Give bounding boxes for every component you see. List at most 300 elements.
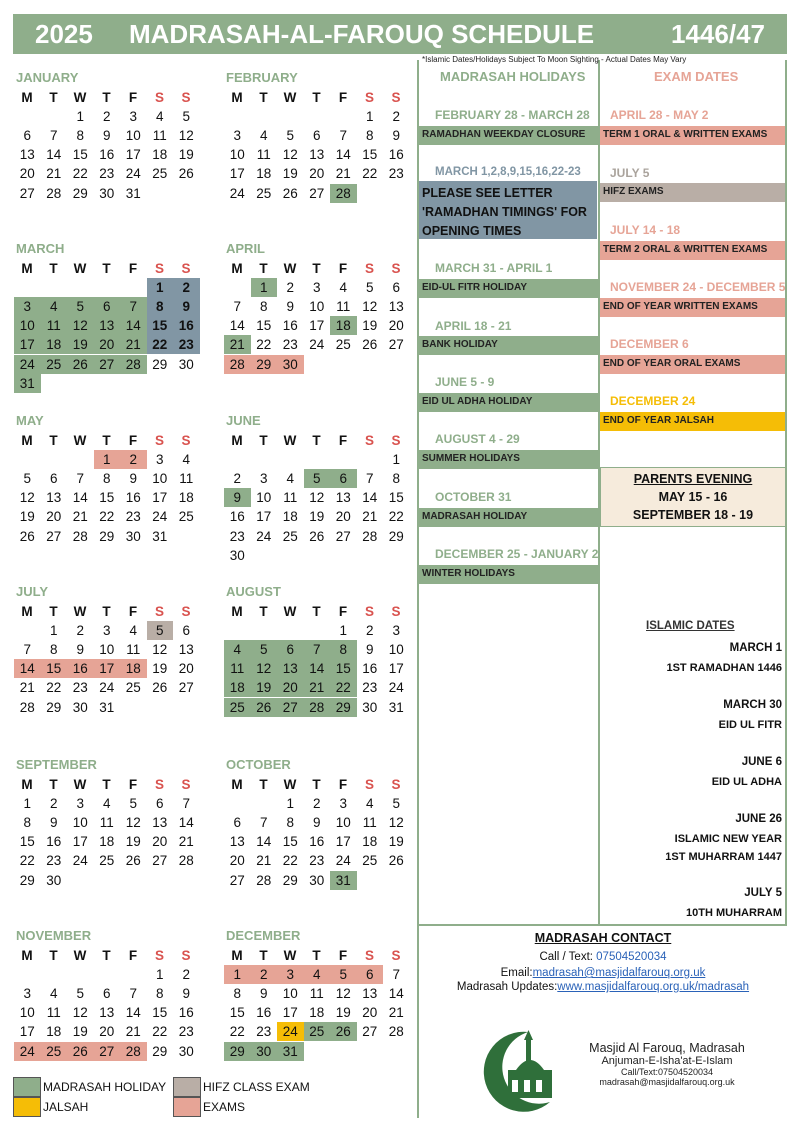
calendar-day: 16	[125, 490, 141, 506]
calendar-day: 15	[256, 318, 272, 334]
calendar-day: 15	[72, 147, 88, 163]
calendar-day: 27	[388, 337, 404, 353]
calendar-day: 16	[388, 147, 404, 163]
calendar-day: 11	[152, 128, 167, 144]
calendar-day: 9	[365, 642, 374, 658]
calendar-day: 17	[229, 166, 245, 182]
calendar-day: 16	[46, 834, 62, 850]
calendar-day: 8	[392, 471, 400, 487]
calendar-day: 5	[182, 109, 190, 125]
calendar-day: 9	[173, 297, 200, 316]
calendar-day: 11	[126, 642, 141, 658]
calendar-day: 5	[304, 469, 331, 488]
calendar-day: 19	[309, 509, 325, 525]
calendar-day: 11	[179, 471, 194, 487]
calendar-day: 21	[19, 680, 35, 696]
legend-holiday-swatch	[13, 1077, 41, 1097]
calendar-day: 10	[282, 986, 298, 1002]
calendar-day: 8	[286, 815, 294, 831]
holiday-date: APRIL 18 - 21	[435, 319, 512, 333]
calendar-day: 13	[362, 986, 378, 1002]
calendar-day: 13	[152, 815, 168, 831]
calendar-day: 7	[259, 815, 268, 831]
calendar-day: 30	[178, 356, 194, 372]
weekday-header: S	[181, 90, 191, 105]
calendar-day: 13	[388, 299, 404, 315]
calendar-day: 28	[256, 872, 272, 888]
calendar-day: 7	[49, 128, 58, 144]
calendar-day: 5	[129, 796, 137, 812]
calendar-day: 29	[388, 528, 404, 544]
calendar-day: 29	[251, 355, 278, 374]
calendar-day: 4	[304, 965, 331, 984]
calendar-day: 30	[362, 699, 378, 715]
calendar-day: 21	[304, 678, 331, 697]
weekday-header: M	[231, 604, 243, 619]
calendar-day: 5	[23, 471, 31, 487]
weekday-header: F	[338, 604, 348, 619]
weekday-header: W	[283, 948, 297, 963]
weekday-header: S	[391, 777, 401, 792]
calendar-day: 12	[335, 986, 351, 1002]
calendar-day: 7	[339, 128, 347, 144]
month-name: MAY	[16, 413, 44, 428]
calendar-day: 15	[229, 1005, 245, 1021]
contact-updates-link[interactable]: www.masjidalfarouq.org.uk/madrasah	[557, 981, 750, 993]
weekday-header: S	[154, 261, 164, 276]
calendar-day: 2	[365, 623, 374, 639]
calendar-day: 8	[76, 128, 84, 144]
calendar-day: 4	[286, 471, 294, 487]
masjid-logo	[478, 1026, 560, 1112]
weekday-header: T	[102, 777, 111, 792]
calendar-day: 25	[99, 853, 115, 869]
islamic-date: JUNE 26	[735, 813, 782, 825]
calendar-day: 1	[94, 450, 121, 469]
calendar-day: 23	[178, 1024, 194, 1040]
calendar-day: 24	[14, 355, 41, 374]
calendar-day: 30	[125, 528, 141, 544]
calendar-day: 23	[72, 680, 88, 696]
calendar-day: 18	[41, 335, 68, 354]
calendar-day: 8	[233, 986, 241, 1002]
calendar-day: 1	[76, 109, 84, 125]
calendar-day: 9	[224, 488, 251, 507]
calendar-day: 11	[362, 815, 377, 831]
calendar-day: 25	[125, 680, 141, 696]
contact-email-link[interactable]: madrasah@masjidalfarouq.org.uk	[532, 967, 706, 979]
calendar-day: 21	[72, 509, 88, 525]
weekday-header: S	[391, 604, 401, 619]
month-name: AUGUST	[226, 584, 281, 599]
weekday-header: F	[338, 777, 348, 792]
weekday-header: T	[102, 433, 111, 448]
calendar-day: 6	[155, 796, 164, 812]
weekday-header: T	[102, 261, 111, 276]
calendar-day: 14	[125, 1005, 141, 1021]
calendar-day: 28	[178, 853, 194, 869]
calendar-day: 6	[182, 623, 190, 639]
calendar-day: 18	[362, 834, 378, 850]
calendar-day: 14	[72, 490, 88, 506]
exam-date: DECEMBER 6	[610, 337, 689, 351]
calendar-day: 14	[256, 834, 272, 850]
calendar-day: 7	[182, 796, 190, 812]
calendar-day: 19	[388, 834, 404, 850]
calendar-day: 22	[388, 509, 404, 525]
calendar-day: 13	[178, 642, 194, 658]
moon-sighting-note: *Islamic Dates/Holidays Subject To Moon Sighting - Actual Dates May Vary	[422, 55, 687, 64]
calendar-day: 12	[152, 642, 168, 658]
calendar-day: 26	[330, 1022, 357, 1041]
calendar-day: 10	[388, 642, 404, 658]
calendar-day: 10	[229, 147, 245, 163]
calendar-day: 29	[330, 698, 357, 717]
calendar-day: 3	[392, 623, 400, 639]
calendar-day: 16	[256, 1005, 272, 1021]
calendar-day: 30	[99, 185, 115, 201]
weekday-header: M	[21, 261, 33, 276]
calendar-day: 1	[155, 967, 164, 983]
calendar-day: 12	[251, 659, 278, 678]
calendar-day: 29	[152, 356, 168, 372]
islamic-event: 1ST MUHARRAM 1447	[665, 851, 782, 863]
calendar-day: 26	[309, 528, 325, 544]
weekday-header: T	[259, 90, 268, 105]
month-name: JANUARY	[16, 70, 79, 85]
calendar-day: 8	[155, 986, 164, 1002]
calendar-day: 4	[155, 109, 164, 125]
calendar-day: 21	[125, 1024, 141, 1040]
calendar-day: 6	[392, 280, 400, 296]
calendar-day: 24	[335, 853, 351, 869]
weekday-header: M	[21, 777, 33, 792]
calendar-day: 4	[224, 640, 251, 659]
weekday-header: S	[154, 433, 164, 448]
calendar-day: 25	[224, 698, 251, 717]
calendar-day: 24	[256, 528, 272, 544]
calendar-day: 20	[46, 509, 62, 525]
calendar-day: 9	[392, 128, 400, 144]
weekday-header: T	[49, 777, 58, 792]
calendar-day: 5	[365, 280, 374, 296]
calendar-day: 27	[94, 355, 121, 374]
calendar-day: 10	[99, 642, 115, 658]
calendar-day: 23	[173, 335, 200, 354]
calendar-day: 14	[14, 659, 41, 678]
calendar-day: 28	[224, 355, 251, 374]
calendar-day: 23	[229, 528, 245, 544]
weekday-header: T	[49, 604, 58, 619]
holiday-date: OCTOBER 31	[435, 490, 512, 504]
month-name: JULY	[16, 584, 49, 599]
calendar-day: 6	[233, 815, 241, 831]
calendar-day: 13	[309, 147, 325, 163]
calendar-day: 6	[312, 128, 321, 144]
calendar-day: 22	[19, 853, 35, 869]
calendar-day: 15	[388, 490, 404, 506]
calendar-day: 5	[392, 796, 400, 812]
calendar-day: 31	[388, 699, 404, 715]
calendar-day: 15	[282, 834, 298, 850]
calendar-day: 2	[233, 471, 241, 487]
calendar-day: 21	[224, 335, 251, 354]
calendar-day: 2	[102, 109, 111, 125]
calendar-day: 21	[46, 166, 62, 182]
calendar-day: 18	[120, 659, 147, 678]
weekday-header: M	[21, 604, 33, 619]
calendar-day: 23	[99, 166, 115, 182]
calendar-day: 29	[72, 185, 88, 201]
calendar-day: 6	[94, 297, 121, 316]
calendar-day: 13	[277, 659, 304, 678]
calendar-day: 19	[19, 509, 35, 525]
calendar-day: 7	[233, 299, 241, 315]
calendar-day: 3	[312, 280, 321, 296]
page-title: MADRASAH-AL-FAROUQ SCHEDULE	[129, 18, 595, 49]
weekday-header: W	[73, 777, 87, 792]
calendar-day: 16	[67, 659, 94, 678]
weekday-header: S	[154, 777, 164, 792]
calendar-day: 24	[277, 1022, 304, 1041]
calendar-day: 28	[19, 699, 35, 715]
calendar-day: 6	[277, 640, 304, 659]
calendar-day: 9	[286, 299, 294, 315]
calendar-day: 14	[178, 815, 194, 831]
calendar-day: 10	[256, 490, 272, 506]
holiday-label: WINTER HOLIDAYS	[419, 565, 598, 584]
weekday-header: M	[231, 777, 243, 792]
weekday-header: F	[128, 948, 138, 963]
holiday-label: MADRASAH HOLIDAY	[419, 508, 598, 527]
holiday-label: EID-UL FITR HOLIDAY	[419, 279, 598, 298]
calendar-day: 17	[94, 659, 121, 678]
calendar-day: 19	[335, 1005, 351, 1021]
calendar-day: 25	[304, 1022, 331, 1041]
calendar-day: 25	[41, 1042, 68, 1061]
weekday-header: W	[283, 604, 297, 619]
calendar-day: 28	[330, 184, 357, 203]
exam-label: END OF YEAR ORAL EXAMS	[600, 355, 785, 374]
calendar-day: 3	[129, 109, 137, 125]
calendar-day: 4	[182, 452, 190, 468]
month-name: NOVEMBER	[16, 928, 92, 943]
calendar-day: 21	[362, 509, 378, 525]
calendar-day: 31	[330, 871, 357, 890]
weekday-header: S	[391, 433, 401, 448]
calendar-day: 14	[388, 986, 404, 1002]
weekday-header: S	[181, 604, 191, 619]
islamic-dates-title: ISLAMIC DATES	[646, 620, 735, 632]
weekday-header: F	[128, 604, 138, 619]
calendar-day: 27	[46, 528, 62, 544]
calendar-day: 25	[362, 853, 378, 869]
calendar-day: 29	[282, 872, 298, 888]
calendar-day: 19	[362, 318, 378, 334]
contact-updates-label: Madrasah Updates:	[456, 981, 558, 993]
calendar-day: 28	[72, 528, 88, 544]
calendar-day: 11	[224, 659, 251, 678]
weekday-header: W	[73, 261, 87, 276]
calendar-day: 9	[312, 815, 321, 831]
calendar-day: 22	[330, 678, 357, 697]
month-name: DECEMBER	[226, 928, 301, 943]
calendar-day: 19	[251, 678, 278, 697]
exam-date: APRIL 28 - MAY 2	[610, 108, 709, 122]
calendar-day: 18	[99, 834, 115, 850]
calendar-day: 11	[99, 815, 114, 831]
calendar-day: 18	[282, 509, 298, 525]
calendar-day: 3	[102, 623, 111, 639]
legend-jalsah-label: JALSAH	[43, 1100, 89, 1114]
calendar-day: 4	[129, 623, 137, 639]
calendar-day: 30	[277, 355, 304, 374]
weekday-header: M	[231, 90, 243, 105]
calendar-day: 9	[102, 128, 111, 144]
weekday-header: F	[128, 433, 138, 448]
calendar-day: 8	[259, 299, 268, 315]
calendar-day: 17	[14, 335, 41, 354]
weekday-header: S	[364, 948, 374, 963]
calendar-day: 28	[304, 698, 331, 717]
holiday-label: BANK HOLIDAY	[419, 336, 598, 355]
parents-evening-date: SEPTEMBER 18 - 19	[632, 508, 754, 522]
calendar-day: 8	[102, 471, 111, 487]
weekday-header: W	[73, 948, 87, 963]
calendar-day: 27	[309, 185, 325, 201]
weekday-header: F	[128, 90, 138, 105]
calendar-day: 17	[19, 1024, 35, 1040]
weekday-header: S	[181, 777, 191, 792]
calendar-day: 9	[76, 642, 84, 658]
header-hijri-year: 1446/47	[671, 18, 765, 49]
weekday-header: M	[231, 948, 243, 963]
calendar-day: 3	[76, 796, 84, 812]
calendar-day: 25	[256, 185, 272, 201]
islamic-date: JULY 5	[744, 887, 782, 899]
logo-line: Call/Text:07504520034	[620, 1067, 714, 1077]
calendar-day: 12	[19, 490, 35, 506]
weekday-header: S	[364, 604, 374, 619]
calendar-day: 4	[41, 297, 68, 316]
calendar-day: 19	[282, 166, 298, 182]
holiday-label: SUMMER HOLIDAYS	[419, 450, 598, 469]
calendar-day: 18	[224, 678, 251, 697]
calendar-day: 2	[173, 278, 200, 297]
ramadhan-box-line: PLEASE SEE LETTER	[422, 186, 553, 200]
calendar-day: 24	[72, 853, 88, 869]
calendar-day: 2	[286, 280, 294, 296]
weekday-header: S	[181, 948, 191, 963]
calendar-day: 17	[125, 147, 141, 163]
calendar-day: 12	[309, 490, 325, 506]
calendar-day: 28	[362, 528, 378, 544]
calendar-day: 20	[335, 509, 351, 525]
calendar-day: 26	[125, 853, 141, 869]
calendar-day: 2	[182, 967, 190, 983]
calendar-day: 2	[49, 796, 58, 812]
month-name: JUNE	[226, 413, 261, 428]
weekday-header: M	[21, 90, 33, 105]
calendar-day: 24	[309, 337, 325, 353]
calendar-day: 7	[76, 471, 84, 487]
holiday-date: DECEMBER 25 - JANUARY 2	[435, 547, 598, 561]
calendar-day: 2	[251, 965, 278, 984]
calendar-day: 5	[147, 621, 174, 640]
calendar-day: 18	[309, 1005, 325, 1021]
holiday-date: AUGUST 4 - 29	[435, 432, 520, 446]
islamic-date: MARCH 1	[729, 642, 782, 654]
calendar-day: 12	[67, 316, 94, 335]
calendar-day: 7	[365, 471, 374, 487]
calendar-day: 7	[129, 986, 137, 1002]
calendar-day: 26	[152, 680, 168, 696]
calendar-day: 24	[125, 166, 141, 182]
calendar-day: 12	[72, 1005, 88, 1021]
calendar-day: 20	[178, 661, 194, 677]
calendar-day: 14	[120, 316, 147, 335]
calendar-day: 10	[309, 299, 325, 315]
calendar-day: 28	[120, 1042, 147, 1061]
calendar-day: 11	[46, 1005, 61, 1021]
calendar-day: 20	[94, 335, 121, 354]
calendar-day: 19	[67, 335, 94, 354]
calendar-day: 10	[125, 128, 141, 144]
holidays-heading: MADRASAH HOLIDAYS	[440, 69, 586, 84]
calendar-day: 22	[256, 337, 272, 353]
logo-line: Anjuman-E-Isha'at-E-Islam	[601, 1055, 733, 1067]
weekday-header: M	[231, 433, 243, 448]
calendar-day: 27	[335, 528, 351, 544]
calendar-day: 4	[102, 796, 111, 812]
weekday-header: T	[312, 261, 321, 276]
weekday-header: S	[154, 948, 164, 963]
weekday-header: F	[338, 433, 348, 448]
calendar-day: 12	[388, 815, 404, 831]
calendar-day: 22	[72, 166, 88, 182]
weekday-header: M	[231, 261, 243, 276]
calendar-day: 23	[46, 853, 62, 869]
calendar-day: 11	[256, 147, 271, 163]
legend-exams-swatch	[173, 1097, 201, 1117]
calendar-day: 26	[251, 698, 278, 717]
calendar-day: 29	[99, 528, 115, 544]
calendar-day: 26	[178, 166, 194, 182]
islamic-event: EID UL FITR	[718, 719, 782, 731]
calendar-day: 10	[72, 815, 88, 831]
calendar-day: 17	[282, 1005, 298, 1021]
calendar-day: 18	[256, 166, 272, 182]
calendar-day: 5	[251, 640, 278, 659]
logo-line: madrasah@masjidalfarouq.org.uk	[599, 1077, 735, 1087]
weekday-header: S	[154, 604, 164, 619]
calendar-day: 8	[365, 128, 374, 144]
month-name: APRIL	[226, 241, 265, 256]
calendar-day: 18	[46, 1024, 62, 1040]
calendar-day: 20	[388, 318, 404, 334]
calendar-day: 27	[362, 1024, 378, 1040]
calendar-day: 29	[19, 872, 35, 888]
calendar-day: 22	[229, 1024, 245, 1040]
calendar-day: 13	[99, 1005, 115, 1021]
islamic-event: ISLAMIC NEW YEAR	[674, 833, 782, 845]
calendar-day: 27	[277, 698, 304, 717]
weekday-header: F	[338, 261, 348, 276]
calendar-day: 20	[229, 853, 245, 869]
calendar-day: 25	[41, 355, 68, 374]
holiday-date: JUNE 5 - 9	[435, 375, 495, 389]
calendar-day: 21	[256, 853, 272, 869]
